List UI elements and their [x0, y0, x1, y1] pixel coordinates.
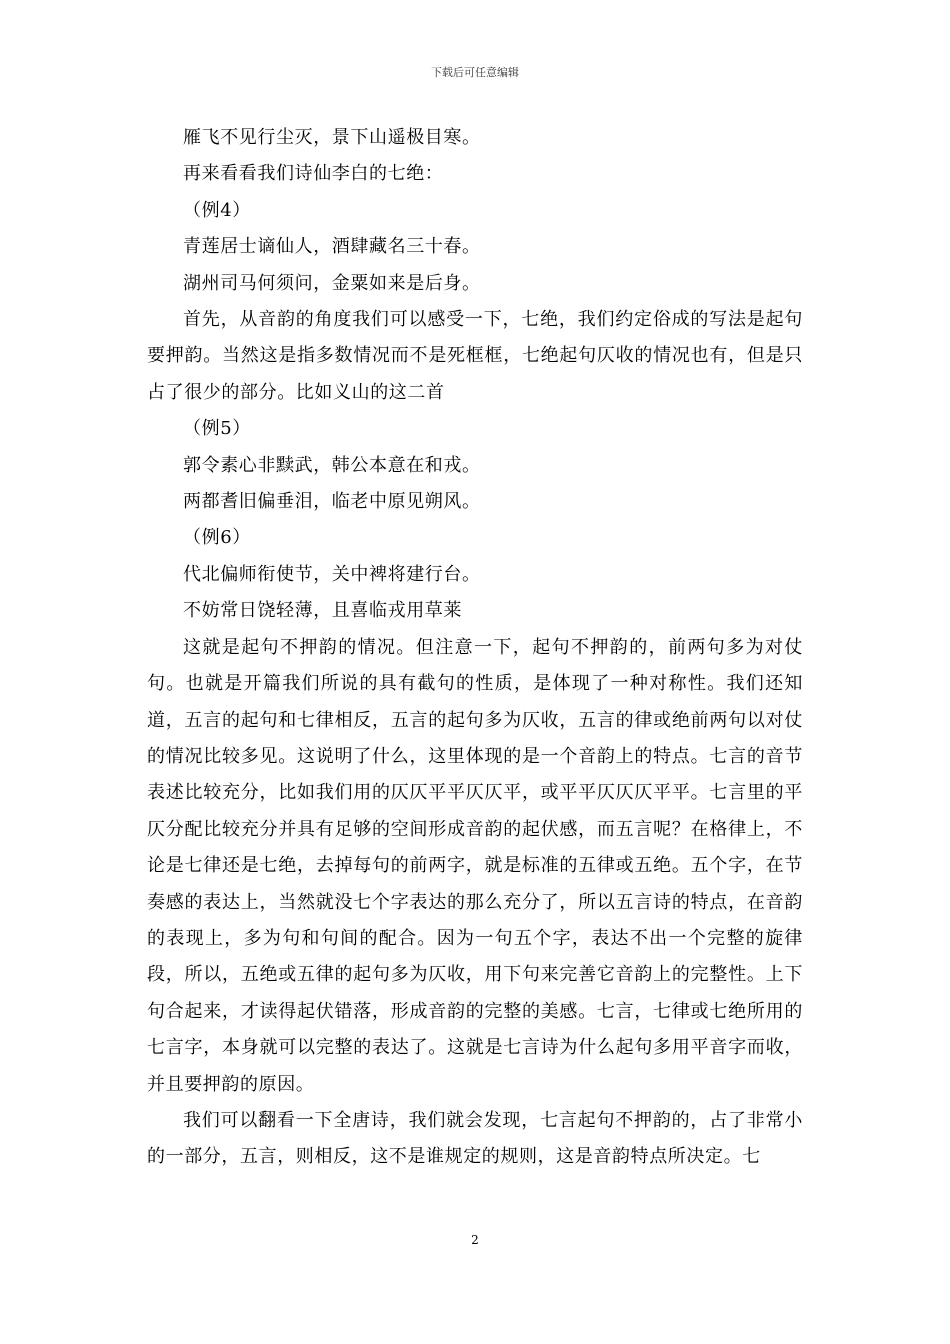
poem-line: 代北偏师衔使节，关中裨将建行台。	[183, 563, 481, 585]
poem-line: 郭令素心非黩武，韩公本意在和戎。	[183, 454, 481, 476]
paragraph: 这就是起句不押韵的情况。但注意一下，起句不押韵的，前两句多为对仗句。也就是开篇我们所说的具有截句的性质，是体现了一种对称性。我们还知道，五言的起句和七律相反，五言的起句多为仄收，五言的律或绝前两句以对仗的情况比较多见。这说明了什么，这里体现的是一个音韵上的特点。七言的音节表述比较充分，比如我们用的仄仄平平仄仄平，或平平仄仄仄平平。七言里的平仄分配比较充分并具有足够的空间形成音韵的起伏感，而五言呢？在格律上，不论是七律还是七绝，去掉每句的前两字，就是标准的五律或五绝。五个字，在节奏感的表达上，当然就没七个字表达的那么充分了，所以五言诗的特点，在音韵的表现上，多为句和句间的配合。因为一句五个字，表达不出一个完整的旋律段，所以，五绝或五律的起句多为仄收，用下句来完善它音韵上的完整性。上下句合起来，才读得起伏错落，形成音韵的完整的美感。七言，七律或七绝所用的七言字，本身就可以完整的表达了。这就是七言诗为什么起句多用平音字而收，并且要押韵的原因。	[147, 636, 803, 1095]
poem-line: 不妨常日饶轻薄，且喜临戎用草莱	[183, 600, 462, 622]
example-label: （例4）	[183, 199, 251, 221]
paragraph: 再来看看我们诗仙李白的七绝：	[183, 163, 444, 185]
poem-line: 湖州司马何须问，金粟如来是后身。	[183, 272, 481, 294]
paragraph: 我们可以翻看一下全唐诗，我们就会发现，七言起句不押韵的，占了非常小的一部分，五言，则相反，这不是谁规定的规则，这是音韵特点所决定。七	[147, 1109, 803, 1168]
page-header: 下载后可任意编辑	[431, 66, 519, 79]
page-number: 2	[471, 1233, 479, 1247]
poem-line: 雁飞不见行尘灭，景下山遥极目寒。	[183, 127, 481, 148]
poem-line: 青莲居士谪仙人，酒肆藏名三十春。	[183, 236, 481, 258]
example-label: （例5）	[183, 418, 251, 440]
poem-line: 两都耆旧偏垂泪，临老中原见朔风。	[183, 491, 481, 513]
paragraph: 首先，从音韵的角度我们可以感受一下，七绝，我们约定俗成的写法是起句要押韵。当然这是指多数情况而不是死框框，七绝起句仄收的情况也有，但是只占了很少的部分。比如义山的这二首	[147, 309, 803, 403]
example-label: （例6）	[183, 527, 251, 549]
document-body	[147, 120, 803, 1176]
